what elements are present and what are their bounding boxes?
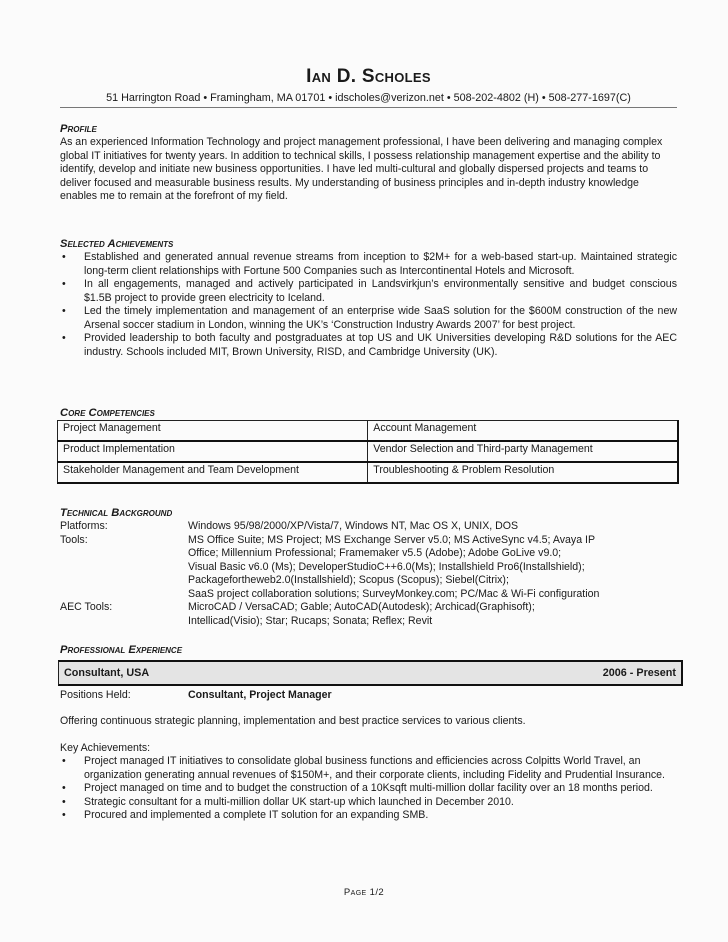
technical-label: Platforms: (60, 520, 108, 532)
list-item: • Led the timely implementation and management of an enterprise wide SaaS solution for the $600M construction of the new Arsenal soccer stadium in London, winning the UK’s ‘Construction Industry Awards 2007’ for best project. (62, 305, 677, 331)
list-item: • Established and generated annual revenue streams from inception to $2M+ for a web-based start-up. Maintained strategic long-term client relationships with Fortune 500 Companies such as Intercontinental Hotels and Microsoft. (62, 251, 677, 277)
technical-value: MicroCAD / VersaCAD; Gable; AutoCAD(Autodesk); Archicad(Graphisoft); Intellicad(Visio); Star; Rucaps; Sonata; Reflex; Revit (188, 601, 535, 627)
bullet-icon: • (62, 305, 66, 317)
table-cell: Account Management (368, 421, 678, 442)
bullet-icon: • (62, 755, 66, 768)
list-item: • Procured and implemented a complete IT solution for an expanding SMB. (62, 809, 429, 822)
technical-heading: Technical Background (60, 507, 173, 519)
experience-summary: Offering continuous strategic planning, implementation and best practice services to various clients. (60, 715, 526, 727)
key-achievements-list (60, 755, 677, 823)
profile-section (60, 122, 677, 204)
positions-label: Positions Held: (60, 689, 131, 701)
positions-row (60, 688, 677, 702)
table-cell: Troubleshooting & Problem Resolution (368, 462, 678, 483)
page-number: Page 1/2 (343, 887, 385, 898)
employment-dates: 2006 - Present (602, 667, 676, 679)
competencies-table (57, 420, 679, 484)
technical-row-platforms (60, 520, 677, 534)
profile-heading: Profile (60, 123, 97, 135)
table-cell: Vendor Selection and Third-party Management (368, 441, 678, 462)
technical-section (60, 506, 677, 628)
table-cell: Product Implementation (58, 441, 368, 462)
candidate-name: Ian D. Scholes (306, 66, 431, 87)
technical-value: Windows 95/98/2000/XP/Vista/7, Windows NT, Mac OS X, UNIX, DOS (188, 520, 519, 532)
achievements-heading: Selected Achievements (60, 238, 174, 250)
bullet-icon: • (62, 782, 66, 795)
table-row (58, 441, 679, 462)
list-item: • In all engagements, managed and actively participated in Landsvirkjun’s environmentally sensitive and budget conscious $1.5B project to provide green electricity to Iceland. (62, 278, 677, 304)
employer-name: Consultant, USA (64, 667, 150, 679)
list-item: • Strategic consultant for a multi-million dollar UK start-up which launched in December 2010. (62, 795, 514, 808)
list-item: • Project managed IT initiatives to consolidate global business functions and efficiencies across Colpitts World Travel, an organization generating annual revenues of $150M+, and their corporate clients, including Fidelity and Prudential Insurance. (62, 755, 665, 781)
employer-bar (58, 660, 683, 686)
bullet-icon: • (62, 278, 66, 290)
positions-value: Consultant, Project Manager (188, 689, 332, 701)
competencies-heading: Core Competencies (60, 407, 155, 419)
bullet-icon: • (62, 795, 66, 808)
profile-text: As an experienced Information Technology and project management professional, I have been delivering and managing complex global IT initiatives for twenty years. In addition to technical skills, I possess relationship management expertise and the ability to identify, develop and initiate new business opportunities. I have led multi-cultural and globally dispersed projects and teams to deliver focused and measurable business results. My understanding of business principles and in-depth industry knowledge enables me to remain at the forefront of my field. (60, 136, 663, 203)
header-divider (60, 107, 677, 108)
list-item: • Provided leadership to both faculty and postgraduates at top US and UK Universities developing R&D solutions for the AEC industry. Schools included MIT, Brown University, RISD, and Cambridge University (UK). (62, 332, 677, 358)
table-row (58, 421, 679, 442)
technical-label: Tools: (60, 533, 88, 546)
technical-value: MS Office Suite; MS Project; MS Exchange Server v5.0; MS ActiveSync v4.5; Avaya IP Office; Millennium Professional; Framemaker v5.5 (Adobe); Adobe GoLive v9.0; Visual Basic v6.0 (Ms); DeveloperStudioC++6.0(Ms); Installshield Pro6(Installshield); Packagefortheweb2.0(Installshield); Scopus (Scopus); Siebel(Citrix); SaaS project collaboration solutions; SurveyMonkey.com; PC/Mac & Wi-Fi configuration (188, 533, 600, 600)
table-cell: Stakeholder Management and Team Development (58, 462, 368, 483)
competencies-section (60, 406, 677, 484)
bullet-icon: • (62, 332, 66, 344)
technical-row-aec-tools (60, 601, 677, 628)
key-achievements-label: Key Achievements: (60, 741, 151, 754)
technical-label: AEC Tools: (60, 601, 113, 613)
technical-row-tools (60, 534, 677, 602)
experience-heading: Professional Experience (60, 644, 183, 656)
experience-section (60, 643, 677, 823)
list-item: • Project managed on time and to budget the construction of a 10Ksqft multi-million dollar facility over an 18 months period. (62, 782, 653, 795)
contact-line: 51 Harrington Road • Framingham, MA 01701 • idscholes@verizon.net • 508-202-4802 (H) • 508-277-1697(C) (106, 92, 631, 104)
table-row (58, 462, 679, 483)
achievements-list (60, 251, 677, 359)
bullet-icon: • (62, 809, 66, 822)
bullet-icon: • (62, 251, 66, 263)
table-cell: Project Management (58, 421, 368, 442)
achievements-section (60, 237, 677, 359)
